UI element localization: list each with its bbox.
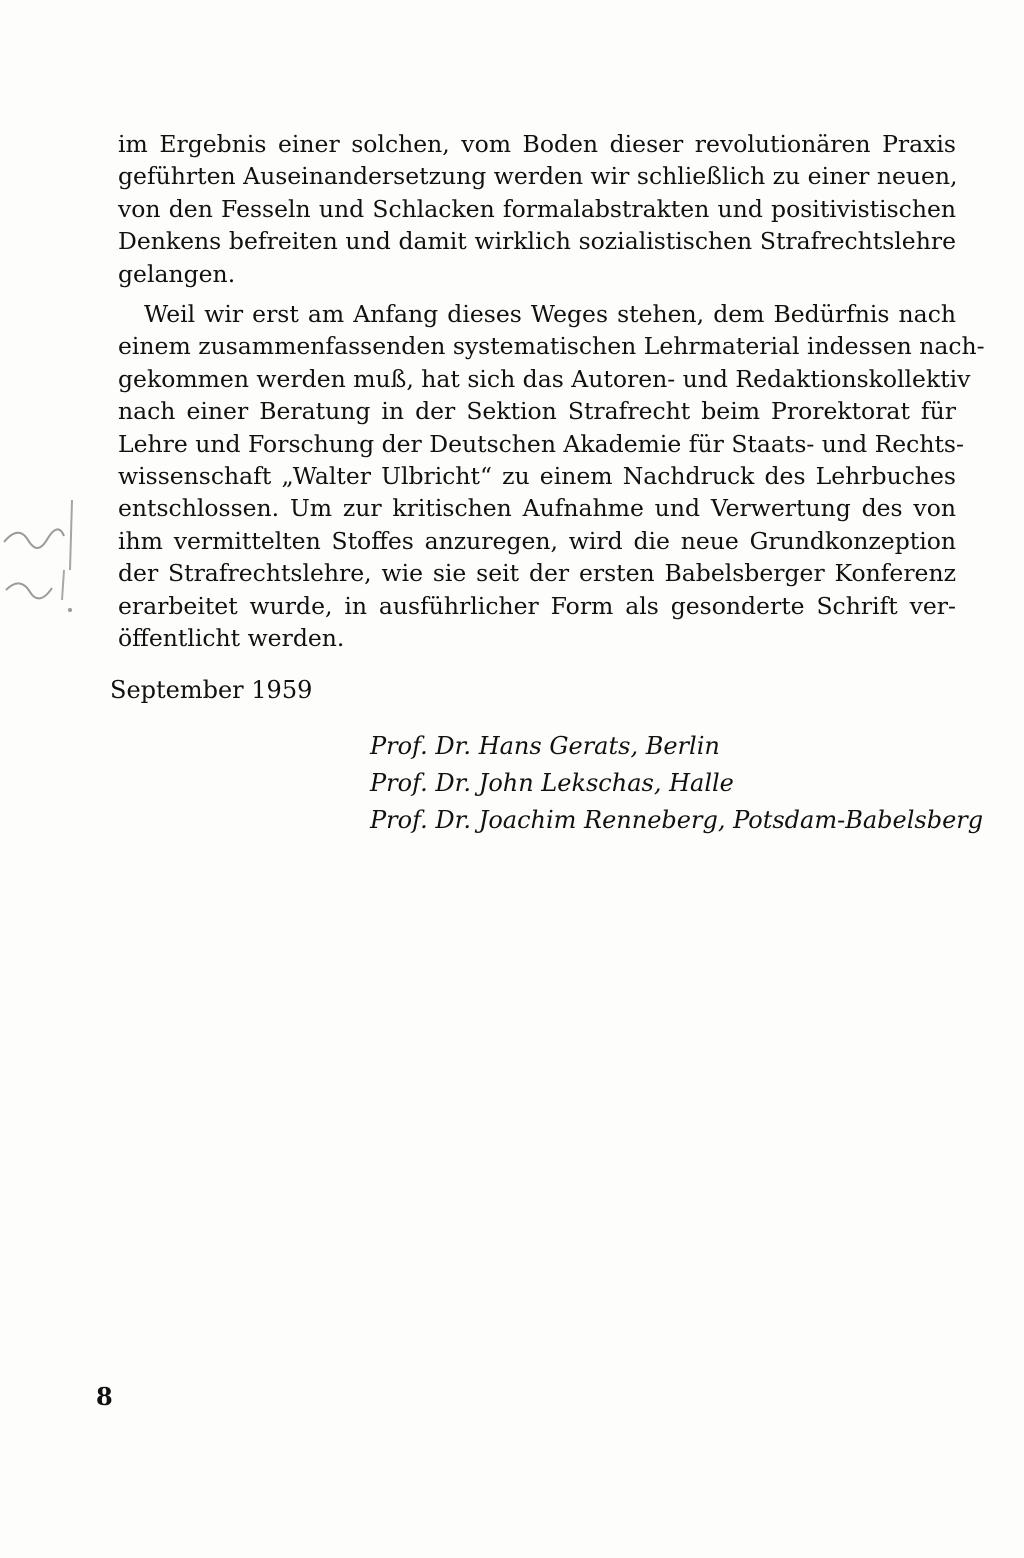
margin-handwriting-mark: [0, 460, 110, 640]
page-number: 8: [96, 1382, 113, 1411]
text-line: Lehre und Forschung der Deutschen Akademie für Staats- und Rechts-: [118, 429, 964, 458]
signature-line: Prof. Dr. Hans Gerats, Berlin: [370, 732, 720, 760]
handwriting-scribble-icon: [0, 460, 110, 640]
signature-line: Prof. Dr. John Lekschas, Halle: [370, 769, 734, 797]
body-text: [118, 128, 985, 655]
date-line: September 1959: [110, 676, 313, 704]
text-line: gekommen werden muß, hat sich das Autoren- und Redaktionskollektiv: [118, 364, 971, 393]
text-line: erarbeitet wurde, in ausführlicher Form als gesonderte Schrift ver-: [118, 591, 956, 620]
text-line: von den Fesseln und Schlacken formalabstrakten und positivistischen: [118, 194, 956, 223]
text-line: wissenschaft „Walter Ulbricht“ zu einem Nachdruck des Lehrbuches: [118, 462, 956, 491]
text-line: ihm vermittelten Stoffes anzuregen, wird die neue Grundkonzeption: [118, 526, 956, 555]
text-line: geführten Auseinandersetzung werden wir schließlich zu einer neuen,: [118, 162, 958, 191]
paragraph-1: [118, 128, 956, 290]
text-line: nach einer Beratung in der Sektion Strafrecht beim Prorektorat für: [118, 397, 956, 426]
signature-line: Prof. Dr. Joachim Renneberg, Potsdam-Babelsberg: [370, 806, 984, 834]
text-line: einem zusammenfassenden systematischen Lehrmaterial indessen nach-: [118, 332, 985, 361]
text-line: Weil wir erst am Anfang dieses Weges stehen, dem Bedürfnis nach: [144, 300, 956, 329]
signature-block: [370, 728, 983, 839]
text-line: gelangen.: [118, 259, 236, 288]
text-line: der Strafrechtslehre, wie sie seit der ersten Babelsberger Konferenz: [118, 559, 956, 588]
text-line: öffentlicht werden.: [118, 624, 345, 653]
text-line: Denkens befreiten und damit wirklich sozialistischen Strafrechtslehre: [118, 227, 956, 256]
text-line: im Ergebnis einer solchen, vom Boden dieser revolutionären Praxis: [118, 130, 956, 158]
paragraph-2: [118, 298, 985, 654]
text-line: entschlossen. Um zur kritischen Aufnahme und Verwertung des von: [118, 494, 956, 523]
